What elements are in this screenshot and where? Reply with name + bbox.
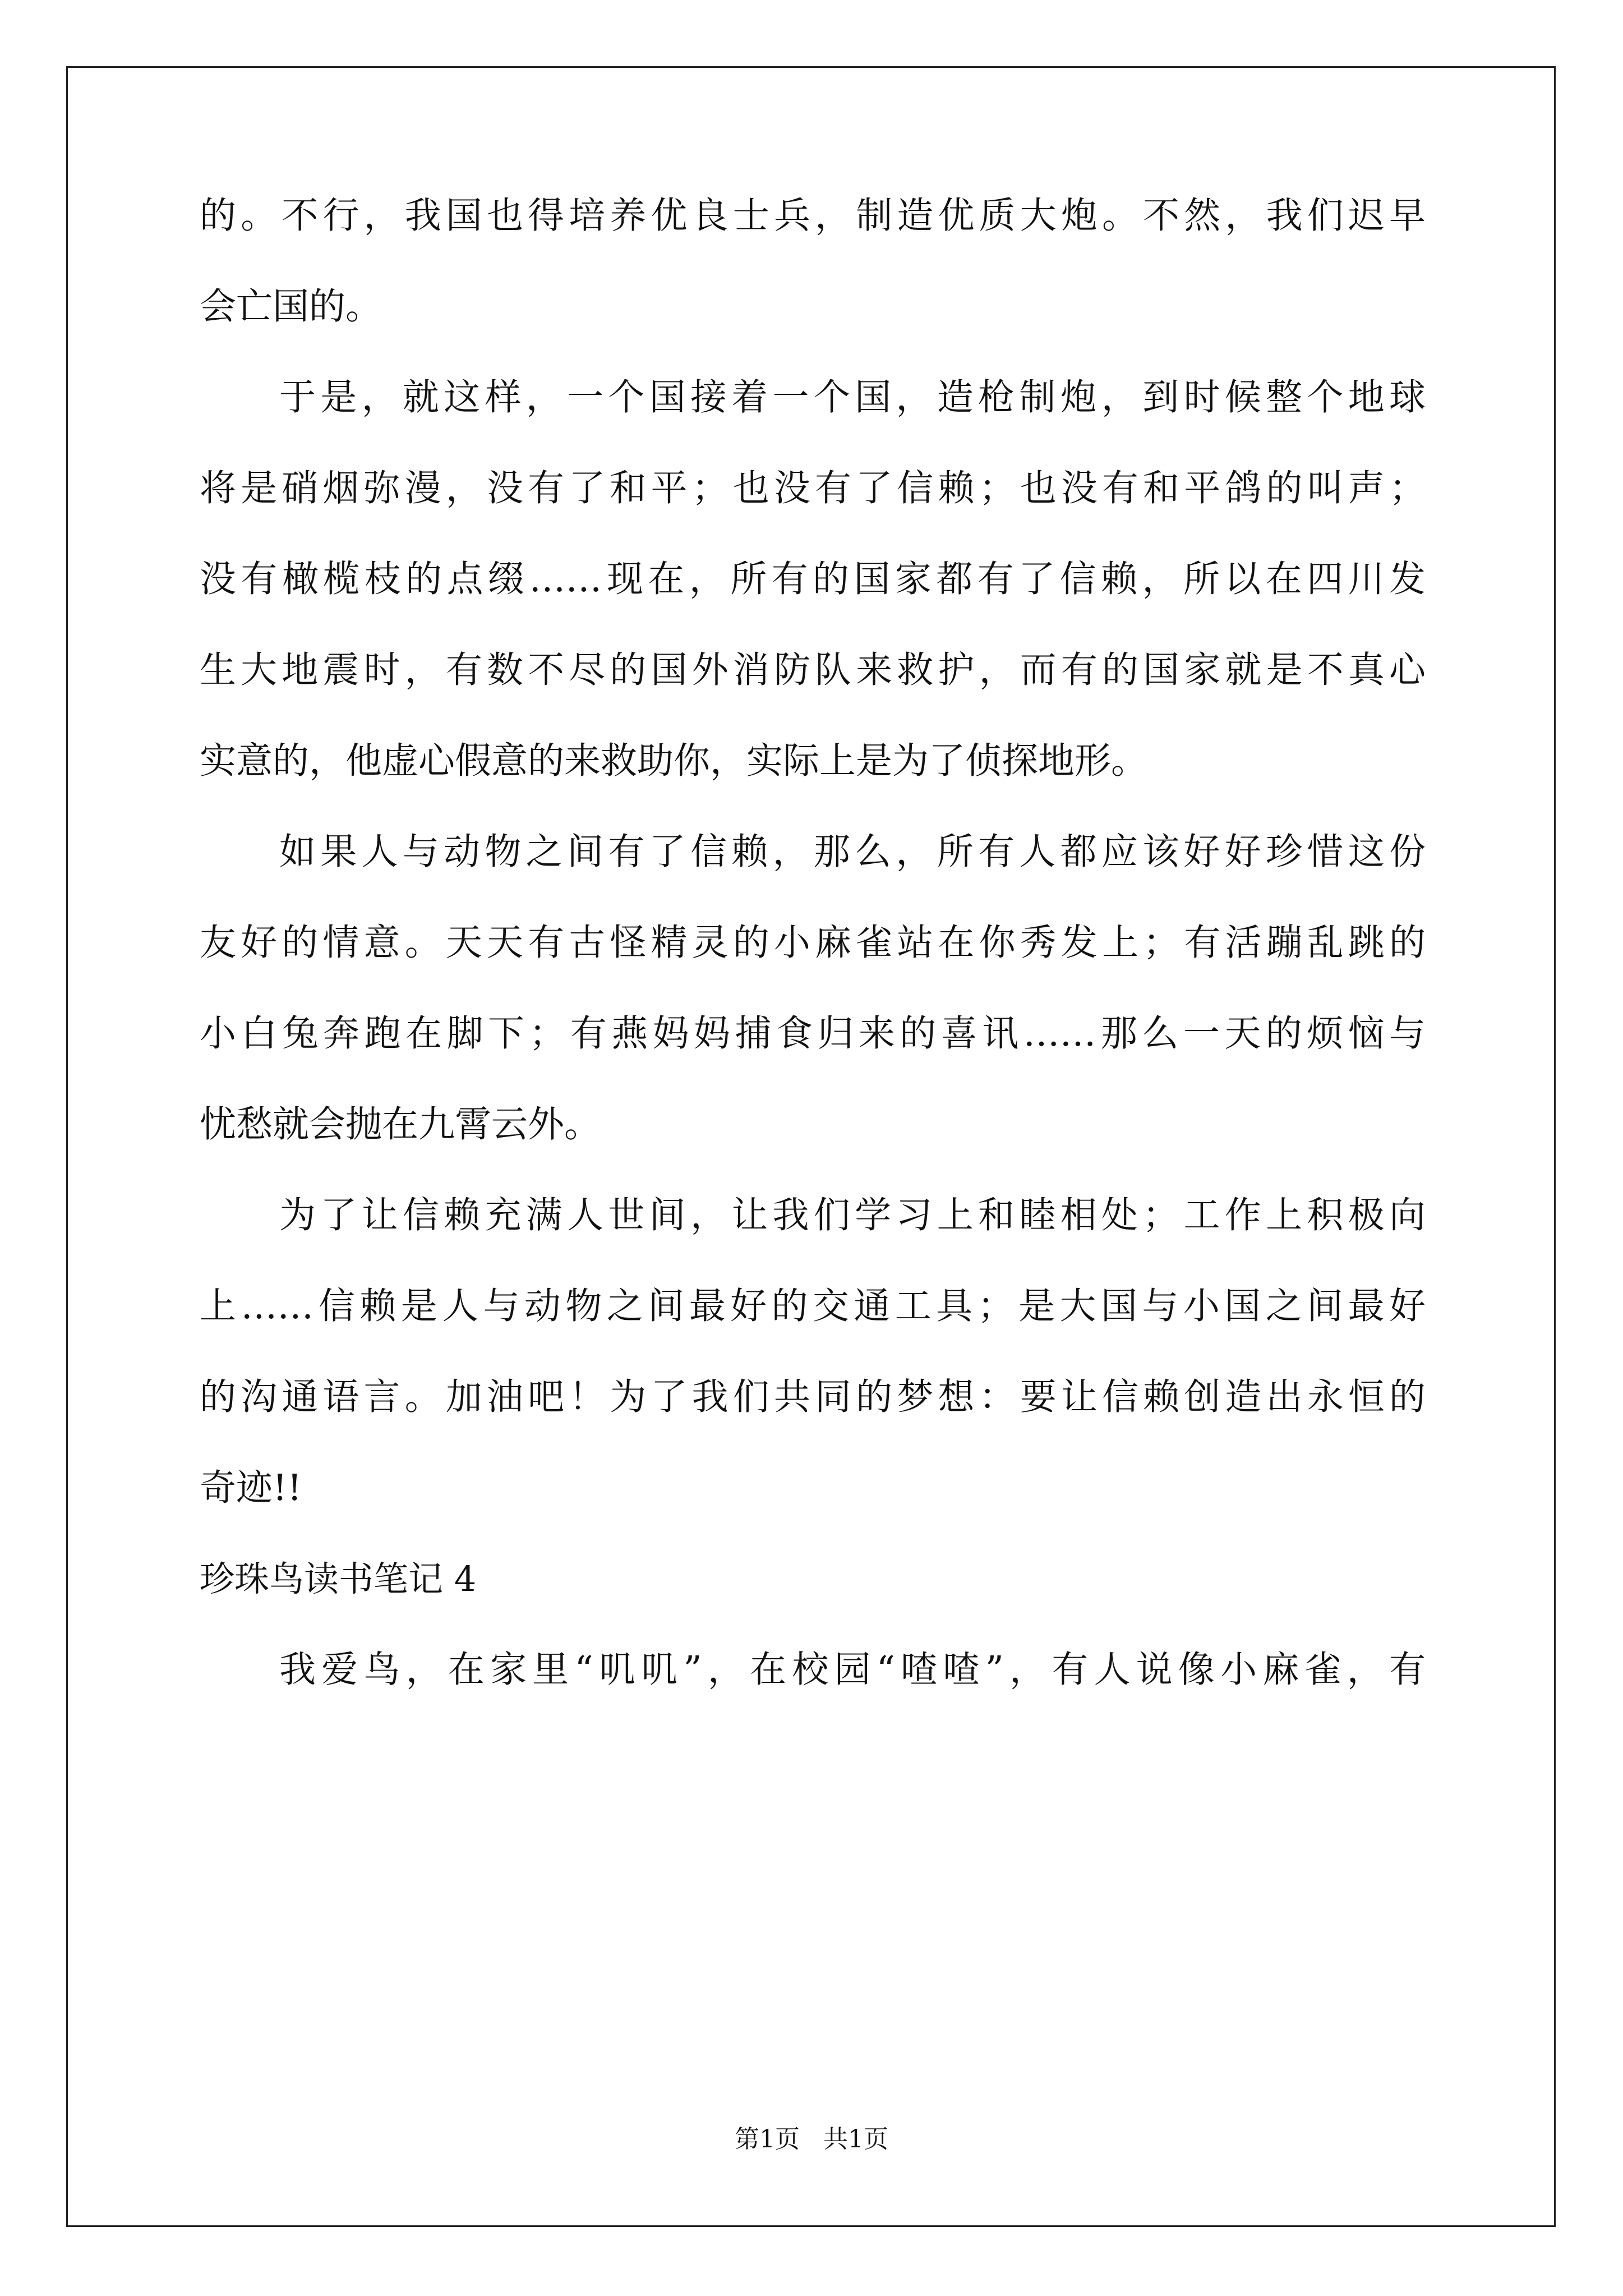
section-heading: 珍珠鸟读书笔记 4 bbox=[200, 1558, 477, 1599]
paragraph-first-line: 为了让信赖充满人世间，让我们学习上和睦相处；工作上积极向 bbox=[279, 1194, 1426, 1236]
text-line: 友好的情意。天天有古怪精灵的小麻雀站在你秀发上；有活蹦乱跳的 bbox=[200, 922, 1426, 964]
text-line: 实意的，他虚心假意的来救助你，实际上是为了侦探地形。 bbox=[200, 740, 1148, 782]
text-line: 生大地震时，有数不尽的国外消防队来救护，而有的国家就是不真心 bbox=[200, 649, 1426, 691]
text-line: 会亡国的。 bbox=[200, 286, 382, 328]
text-line: 忧愁就会抛在九霄云外。 bbox=[200, 1103, 601, 1145]
text-line: 上……信赖是人与动物之间最好的交通工具；是大国与小国之间最好 bbox=[200, 1285, 1426, 1327]
page-footer: 第1页 共1页 bbox=[735, 2125, 888, 2154]
text-line: 没有橄榄枝的点缀……现在，所有的国家都有了信赖，所以在四川发 bbox=[200, 558, 1426, 600]
text-line: 奇迹!! bbox=[200, 1467, 302, 1509]
paragraph-first-line: 如果人与动物之间有了信赖，那么，所有人都应该好好珍惜这份 bbox=[279, 831, 1426, 873]
paragraph-first-line: 我爱鸟，在家里“叽叽”，在校园“喳喳”，有人说像小麻雀，有 bbox=[279, 1649, 1426, 1691]
text-line: 将是硝烟弥漫，没有了和平；也没有了信赖；也没有和平鸽的叫声； bbox=[200, 467, 1426, 509]
paragraph-first-line: 于是，就这样，一个国接着一个国，造枪制炮，到时候整个地球 bbox=[279, 376, 1426, 418]
text-line: 的。不行，我国也得培养优良士兵，制造优质大炮。不然，我们迟早 bbox=[200, 195, 1426, 237]
text-line: 小白兔奔跑在脚下；有燕妈妈捕食归来的喜讯……那么一天的烦恼与 bbox=[200, 1013, 1426, 1055]
text-line: 的沟通语言。加油吧！为了我们共同的梦想：要让信赖创造出永恒的 bbox=[200, 1376, 1426, 1418]
